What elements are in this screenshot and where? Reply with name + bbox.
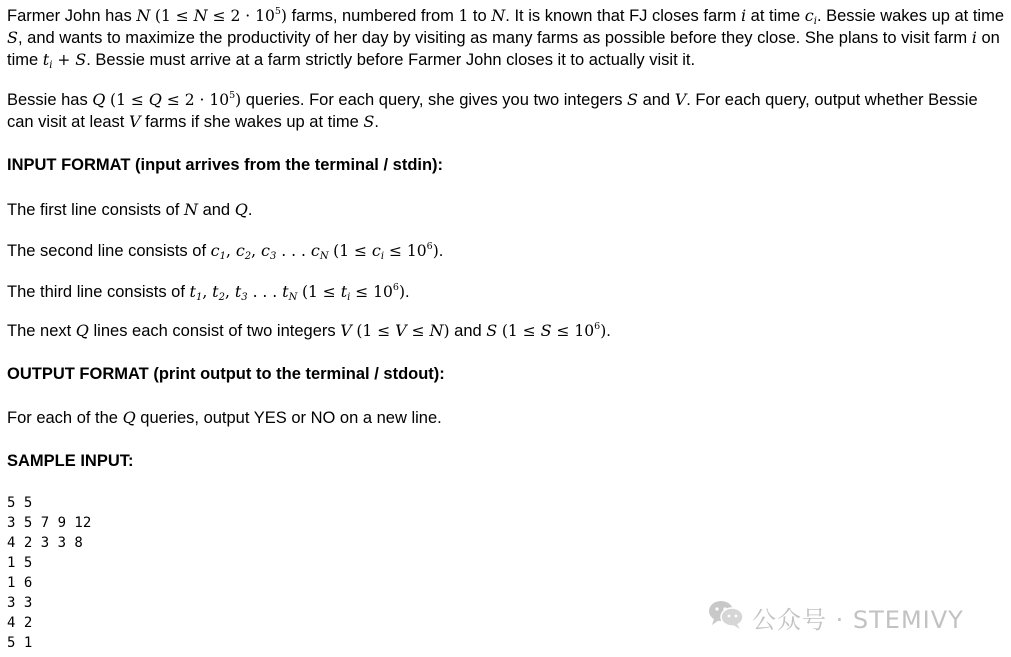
output-format-text: For each of the Q queries, output YES or NO on a new line.	[7, 408, 442, 427]
sample-input-block: 5 5 3 5 7 9 12 4 2 3 3 8 1 5 1 6 3 3 4 2 5 1	[7, 495, 92, 651]
output-format-heading: OUTPUT FORMAT (print output to the terminal / stdout):	[7, 365, 445, 383]
input-line-1: The first line consists of N and Q.	[7, 200, 253, 219]
input-line-4: The next Q lines each consist of two integers V (1 ≤ V ≤ N) and S $(1 \le S \le 10^6)$.	[7, 321, 611, 340]
paragraph-intro: Farmer John has N $(1 \le N \le 2 \cdot 10^5)$ farms, numbered from 1 to N. It is known that FJ closes farm i at time $c_i$. Bessie wakes up at time S, and wants to maximize the productivity of her day by visiting as many farms as possible before they close. She plans to visit farm i on time $t_i + S$. Bessie must arrive at a farm strictly before Farmer John closes it to actually visit it.	[7, 6, 1005, 71]
input-format-heading: INPUT FORMAT (input arrives from the terminal / stdin):	[7, 156, 444, 174]
sample-input-heading: SAMPLE INPUT:	[7, 452, 134, 470]
input-line-2: The second line consists of $c_1$, $c_2$, $c_3$ . . . $c_N$ $(1 \le c_i \le 10^6)$.	[7, 241, 444, 262]
input-line-3: The third line consists of $t_1$, $t_2$, $t_3$ . . . $t_N$ $(1 \le t_i \le 10^6)$.	[7, 282, 410, 303]
watermark-text: 公众号 · STEMIVY	[752, 605, 964, 634]
wechat-icon	[706, 598, 746, 636]
problem-statement	[7, 5, 1007, 471]
watermark	[706, 601, 964, 633]
paragraph-queries: Bessie has Q $(1 \le Q \le 2 \cdot 10^5)$ queries. For each query, she gives you two integers S and V. For each query, output whether Bessie can visit at least V farms if she wakes up at time S.	[7, 90, 978, 131]
